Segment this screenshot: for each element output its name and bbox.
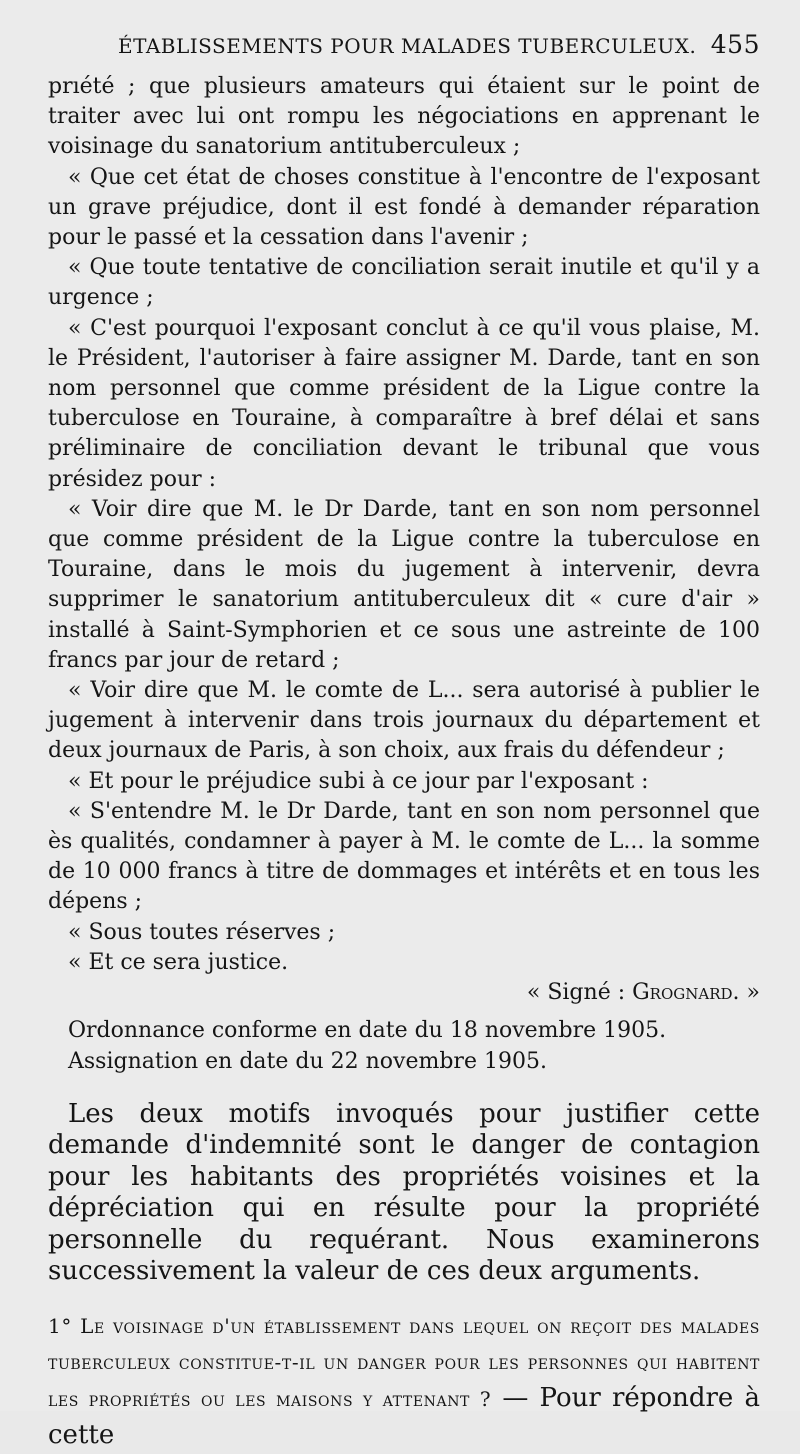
running-title: ÉTABLISSEMENTS POUR MALADES TUBERCULEUX.	[118, 34, 697, 58]
paragraph: « C'est pourquoi l'exposant conclut à ce qu'il vous plaise, M. le Président, l'autoriser à faire assigner M. Darde, tant en son nom personnel que comme président de la Ligue contre la tuberculose en Touraine, à comparaître à bref délai et sans préliminaire de conciliation devant le tribunal que vous présidez pour :	[48, 315, 760, 492]
section-heading: 1° Le voisinage d'un établissement dans lequel on reçoit des malades tuberculeux constitue-t-il un danger pour les personnes qui habitent les propriétés ou les maisons y attenant ?	[48, 1313, 760, 1411]
page-number: 455	[710, 30, 760, 59]
signature-prefix: « Signé :	[526, 980, 633, 1006]
paragraph: « Sous toutes réserves ;	[68, 919, 336, 945]
paragraph: « Que cet état de choses constitue à l'encontre de l'exposant un grave préjudice, dont il est fondé à demander réparation pour le passé et la cessation dans l'avenir ;	[48, 164, 760, 251]
section-continuation: — Pour répondre à cette	[48, 1382, 760, 1450]
date-line: Ordonnance conforme en date du 18 novembre 1905.	[68, 1018, 667, 1044]
section-block	[48, 1308, 760, 1454]
running-header	[118, 30, 760, 59]
paragraph: « S'entendre M. le Dr Darde, tant en son nom personnel que ès qualités, condamner à payer à M. le comte de L... la somme de 10 000 francs à titre de dommages et intérêts et en tous les dépens ;	[48, 798, 760, 915]
petition-text	[48, 72, 760, 1077]
date-line: Assignation en date du 22 novembre 1905.	[68, 1048, 547, 1074]
paragraph: « Et pour le préjudice subi à ce jour par l'exposant :	[68, 768, 649, 794]
main-paragraph: Les deux motifs invoqués pour justifier cette demande d'indemnité sont le danger de contagion pour les habitants des propriétés voisines et la dépréciation qui en résulte pour la propriété personnelle du requérant. Nous examinerons successivement la valeur de ces deux arguments.	[48, 1098, 760, 1287]
paragraph: « Et ce sera justice.	[68, 949, 289, 975]
signature-name: Grognard	[632, 980, 733, 1006]
signature-line	[48, 978, 760, 1008]
paragraph: « Voir dire que M. le comte de L... sera autorisé à publier le jugement à intervenir dans trois journaux du département et deux journaux de Paris, à son choix, aux frais du défendeur ;	[48, 678, 760, 764]
paragraph: prıété ; que plusieurs amateurs qui étaient sur le point de traiter avec lui ont rompu les négociations en apprenant le voisinage du sanatorium antituberculeux ;	[48, 74, 760, 160]
page-body	[48, 72, 760, 1454]
signature-suffix: . »	[732, 980, 760, 1006]
paragraph: « Voir dire que M. le Dr Darde, tant en son nom personnel que comme président de la Ligue contre la tuberculose en Touraine, dans le mois du jugement à intervenir, devra supprimer le sanatorium antituberculeux dit « cure d'air » installé à Saint-Symphorien et ce sous une astreinte de 100 francs par jour de retard ;	[48, 496, 760, 673]
main-text	[48, 1099, 760, 1288]
paragraph: « Que toute tentative de conciliation serait inutile et qu'il y a urgence ;	[48, 255, 760, 311]
